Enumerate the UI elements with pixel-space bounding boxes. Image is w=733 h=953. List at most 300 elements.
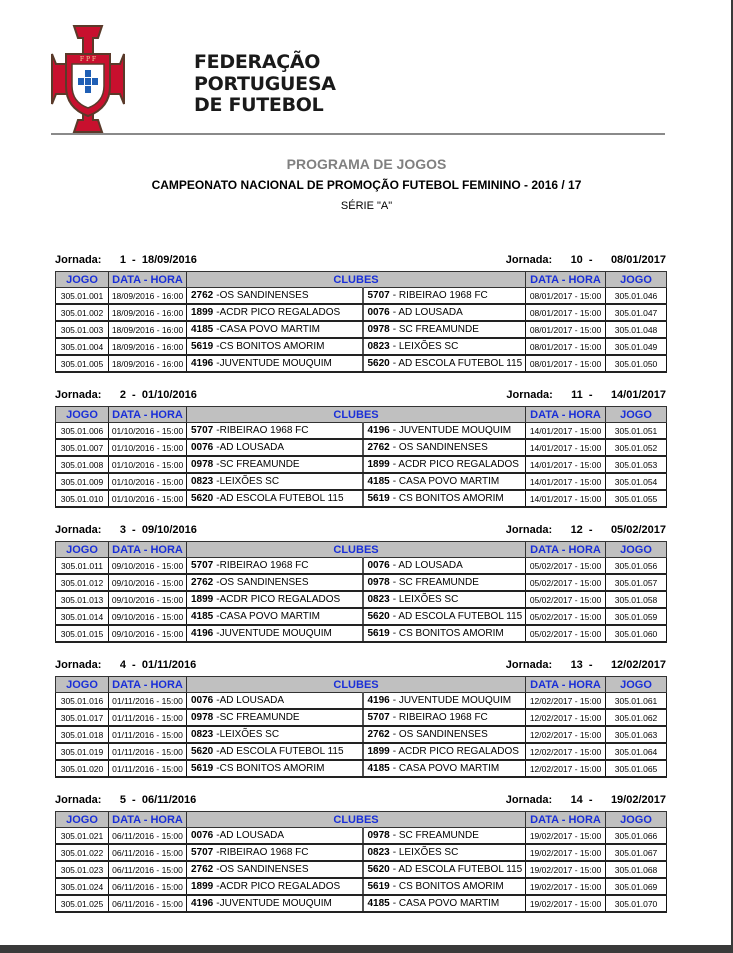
away-team: [363, 304, 526, 321]
game-code-left: 305.01.015: [56, 625, 109, 642]
fpf-logo: [48, 14, 336, 126]
col-jogo-left: JOGO: [56, 407, 109, 423]
dash: -: [392, 746, 399, 757]
datetime-left: 09/10/2016 - 15:00: [109, 608, 187, 625]
table-row: [56, 608, 667, 625]
game-code-left: 305.01.008: [56, 456, 109, 473]
dash: -: [392, 695, 399, 706]
fixtures-table: [55, 541, 667, 643]
datetime-right: 12/02/2017 - 15:00: [526, 760, 606, 777]
dash: -: [392, 577, 399, 588]
dash: -: [216, 830, 220, 841]
home-team-code: 0076: [191, 442, 214, 453]
game-code-right: 305.01.069: [606, 878, 667, 895]
game-code-right: 305.01.068: [606, 861, 667, 878]
table-row: [56, 473, 667, 490]
dash: -: [392, 881, 399, 892]
home-team-code: 5707: [191, 847, 214, 858]
dash: -: [216, 712, 220, 723]
datetime-left: 01/10/2016 - 15:00: [109, 473, 187, 490]
table-row: [56, 895, 667, 912]
game-code-right: 305.01.054: [606, 473, 667, 490]
col-jogo-right: JOGO: [606, 407, 667, 423]
away-team-code: 5707: [367, 712, 390, 723]
away-team-code: 0978: [367, 577, 390, 588]
home-team-name: OS SANDINENSES: [219, 577, 309, 588]
datetime-right: 14/01/2017 - 15:00: [526, 456, 606, 473]
datetime-left: 06/11/2016 - 15:00: [109, 844, 187, 861]
datetime-left: 09/10/2016 - 15:00: [109, 591, 187, 608]
datetime-right: 19/02/2017 - 15:00: [526, 828, 606, 845]
home-team-code: 0978: [191, 459, 214, 470]
home-team-name: JUVENTUDE MOUQUIM: [219, 898, 332, 909]
away-team-name: RIBEIRAO 1968 FC: [398, 290, 488, 301]
round-right-heading: Jornada: 14 - 19/02/2017: [505, 794, 666, 806]
away-team: [363, 473, 526, 490]
home-team-name: SC FREAMUNDE: [219, 459, 300, 470]
away-team: [363, 591, 526, 608]
dash: -: [216, 290, 220, 301]
away-team: [363, 743, 526, 760]
home-team: [187, 355, 363, 372]
table-row: [56, 591, 667, 608]
home-team-code: 5707: [191, 425, 214, 436]
home-team-name: LEIXÕES SC: [219, 729, 280, 740]
fixtures-table: [55, 676, 667, 778]
game-code-left: 305.01.025: [56, 895, 109, 912]
dash: -: [392, 628, 399, 639]
away-team-code: 5620: [367, 611, 390, 622]
home-team-code: 4196: [191, 358, 214, 369]
dash: -: [392, 290, 399, 301]
dash: -: [392, 459, 399, 470]
dash: -: [392, 898, 399, 909]
away-team: [363, 456, 526, 473]
table-row: [56, 574, 667, 591]
col-jogo-left: JOGO: [56, 542, 109, 558]
home-team: [187, 828, 363, 845]
fixtures-table: [55, 271, 667, 373]
table-header-row: [56, 542, 667, 558]
dash: -: [392, 830, 399, 841]
round-left-heading: Jornada: 3 - 09/10/2016: [55, 524, 197, 536]
away-team-code: 5619: [367, 628, 390, 639]
away-team-name: SC FREAMUNDE: [398, 324, 479, 335]
table-row: [56, 760, 667, 777]
home-team: [187, 760, 363, 777]
datetime-left: 01/10/2016 - 15:00: [109, 423, 187, 440]
fpf-crest-icon: [48, 24, 128, 134]
datetime-right: 08/01/2017 - 15:00: [526, 338, 606, 355]
datetime-left: 01/10/2016 - 15:00: [109, 456, 187, 473]
away-team: [363, 439, 526, 456]
home-team-code: 0076: [191, 830, 214, 841]
dash: -: [216, 425, 220, 436]
table-row: [56, 743, 667, 760]
serie-label: SÉRIE "A": [340, 200, 393, 212]
datetime-right: 05/02/2017 - 15:00: [526, 591, 606, 608]
dash: -: [392, 493, 399, 504]
col-jogo-left: JOGO: [56, 272, 109, 288]
datetime-right: 08/01/2017 - 15:00: [526, 304, 606, 321]
datetime-left: 01/11/2016 - 15:00: [109, 743, 187, 760]
home-team-name: AD ESCOLA FUTEBOL 115: [219, 493, 344, 504]
dash: -: [216, 358, 220, 369]
col-clubes: CLUBES: [187, 407, 526, 423]
datetime-left: 01/11/2016 - 15:00: [109, 709, 187, 726]
home-team-code: 0978: [191, 712, 214, 723]
datetime-right: 14/01/2017 - 15:00: [526, 490, 606, 507]
game-code-left: 305.01.005: [56, 355, 109, 372]
away-team-code: 4185: [367, 763, 390, 774]
table-row: [56, 558, 667, 575]
game-code-left: 305.01.001: [56, 288, 109, 305]
home-team: [187, 304, 363, 321]
dash: -: [216, 459, 220, 470]
datetime-right: 12/02/2017 - 15:00: [526, 743, 606, 760]
away-team-name: AD LOUSADA: [398, 560, 463, 571]
dash: -: [392, 324, 399, 335]
round-left-heading: Jornada: 4 - 01/11/2016: [55, 659, 197, 671]
round-right-heading: Jornada: 11 - 14/01/2017: [506, 389, 666, 401]
datetime-right: 19/02/2017 - 15:00: [526, 861, 606, 878]
col-jogo-left: JOGO: [56, 677, 109, 693]
home-team: [187, 726, 363, 743]
dash: -: [392, 729, 399, 740]
table-row: [56, 338, 667, 355]
home-team-code: 1899: [191, 881, 214, 892]
game-code-left: 305.01.006: [56, 423, 109, 440]
home-team-code: 2762: [191, 577, 214, 588]
col-datahora-left: DATA - HORA: [109, 677, 187, 693]
dash: -: [216, 763, 220, 774]
datetime-left: 06/11/2016 - 15:00: [109, 878, 187, 895]
fixtures-table: [55, 406, 667, 508]
game-code-left: 305.01.022: [56, 844, 109, 861]
away-team-name: SC FREAMUNDE: [398, 577, 479, 588]
datetime-right: 19/02/2017 - 15:00: [526, 878, 606, 895]
col-jogo-right: JOGO: [606, 272, 667, 288]
home-team-name: CS BONITOS AMORIM: [219, 763, 325, 774]
game-code-left: 305.01.018: [56, 726, 109, 743]
dash: -: [216, 577, 220, 588]
table-row: [56, 288, 667, 305]
game-code-right: 305.01.065: [606, 760, 667, 777]
away-team-name: SC FREAMUNDE: [398, 830, 479, 841]
game-code-right: 305.01.055: [606, 490, 667, 507]
home-team: [187, 709, 363, 726]
competition-title: CAMPEONATO NACIONAL DE PROMOÇÃO FUTEBOL FEMININO - 2016 / 17: [151, 178, 582, 192]
game-code-left: 305.01.021: [56, 828, 109, 845]
col-clubes: CLUBES: [187, 677, 526, 693]
home-team: [187, 439, 363, 456]
home-team-name: ACDR PICO REGALADOS: [219, 881, 341, 892]
col-jogo-right: JOGO: [606, 542, 667, 558]
datetime-left: 06/11/2016 - 15:00: [109, 828, 187, 845]
home-team-name: AD LOUSADA: [219, 830, 285, 841]
game-code-right: 305.01.067: [606, 844, 667, 861]
away-team-code: 4196: [367, 425, 390, 436]
away-team: [363, 338, 526, 355]
home-team-code: 4196: [191, 628, 214, 639]
home-team-code: 2762: [191, 290, 214, 301]
table-row: [56, 828, 667, 845]
document-title: PROGRAMA DE JOGOS: [286, 156, 447, 172]
round-right-heading: Jornada: 13 - 12/02/2017: [505, 659, 666, 671]
away-team-name: CS BONITOS AMORIM: [398, 881, 504, 892]
away-team-code: 0076: [367, 560, 390, 571]
away-team-code: 0823: [367, 847, 390, 858]
datetime-right: 14/01/2017 - 15:00: [526, 439, 606, 456]
datetime-left: 09/10/2016 - 15:00: [109, 574, 187, 591]
datetime-right: 08/01/2017 - 15:00: [526, 355, 606, 372]
table-header-row: [56, 812, 667, 828]
table-row: [56, 355, 667, 372]
dash: -: [392, 763, 399, 774]
home-team-name: AD LOUSADA: [219, 442, 285, 453]
datetime-left: 01/10/2016 - 15:00: [109, 439, 187, 456]
svg-text:F P F: F P F: [79, 56, 97, 63]
dash: -: [216, 594, 220, 605]
datetime-left: 18/09/2016 - 16:00: [109, 321, 187, 338]
dash: -: [216, 898, 220, 909]
table-row: [56, 625, 667, 642]
table-row: [56, 321, 667, 338]
game-code-left: 305.01.011: [56, 558, 109, 575]
home-team-name: ACDR PICO REGALADOS: [219, 594, 341, 605]
home-team: [187, 878, 363, 895]
home-team-code: 0076: [191, 695, 214, 706]
game-code-right: 305.01.061: [606, 693, 667, 710]
table-row: [56, 709, 667, 726]
dash: -: [392, 864, 399, 875]
home-team: [187, 895, 363, 912]
away-team-name: JUVENTUDE MOUQUIM: [398, 695, 512, 706]
away-team-name: LEIXÕES SC: [398, 847, 459, 858]
datetime-right: 12/02/2017 - 15:00: [526, 693, 606, 710]
dash: -: [392, 442, 399, 453]
table-header-row: [56, 677, 667, 693]
dash: -: [392, 358, 399, 369]
col-clubes: CLUBES: [187, 542, 526, 558]
home-team-name: ACDR PICO REGALADOS: [219, 307, 341, 318]
home-team-name: CASA POVO MARTIM: [219, 611, 320, 622]
away-team-name: RIBEIRAO 1968 FC: [398, 712, 488, 723]
game-code-right: 305.01.057: [606, 574, 667, 591]
dash: -: [216, 476, 220, 487]
datetime-right: 05/02/2017 - 15:00: [526, 558, 606, 575]
away-team: [363, 878, 526, 895]
datetime-left: 01/11/2016 - 15:00: [109, 760, 187, 777]
away-team: [363, 693, 526, 710]
game-code-right: 305.01.070: [606, 895, 667, 912]
game-code-left: 305.01.002: [56, 304, 109, 321]
datetime-left: 06/11/2016 - 15:00: [109, 895, 187, 912]
table-row: [56, 439, 667, 456]
away-team-name: ACDR PICO REGALADOS: [398, 746, 519, 757]
home-team-name: RIBEIRAO 1968 FC: [219, 847, 309, 858]
round-left-heading: Jornada: 1 - 18/09/2016: [55, 254, 197, 266]
away-team-code: 0978: [367, 324, 390, 335]
game-code-left: 305.01.024: [56, 878, 109, 895]
home-team-name: JUVENTUDE MOUQUIM: [219, 358, 332, 369]
home-team: [187, 861, 363, 878]
away-team-code: 1899: [367, 459, 390, 470]
home-team-name: OS SANDINENSES: [219, 864, 309, 875]
dash: -: [216, 560, 220, 571]
home-team-name: CS BONITOS AMORIM: [219, 341, 325, 352]
home-team-name: CASA POVO MARTIM: [219, 324, 320, 335]
home-team: [187, 591, 363, 608]
header-divider: [51, 133, 665, 135]
game-code-right: 305.01.051: [606, 423, 667, 440]
dash: -: [216, 324, 220, 335]
round-left-heading: Jornada: 2 - 01/10/2016: [55, 389, 197, 401]
away-team-code: 0823: [367, 341, 390, 352]
datetime-left: 09/10/2016 - 15:00: [109, 558, 187, 575]
dash: -: [216, 864, 220, 875]
home-team-code: 5619: [191, 341, 214, 352]
federation-name: FEDERAÇÃO PORTUGUESA DE FUTEBOL: [194, 51, 336, 116]
away-team-code: 2762: [367, 729, 390, 740]
home-team-code: 4196: [191, 898, 214, 909]
home-team: [187, 608, 363, 625]
datetime-right: 14/01/2017 - 15:00: [526, 423, 606, 440]
home-team-name: OS SANDINENSES: [219, 290, 309, 301]
table-row: [56, 304, 667, 321]
datetime-right: 19/02/2017 - 15:00: [526, 844, 606, 861]
away-team-name: OS SANDINENSES: [398, 442, 488, 453]
col-clubes: CLUBES: [187, 812, 526, 828]
game-code-right: 305.01.062: [606, 709, 667, 726]
home-team-code: 5620: [191, 746, 214, 757]
home-team-code: 5619: [191, 763, 214, 774]
away-team-name: CASA POVO MARTIM: [398, 763, 500, 774]
game-code-left: 305.01.014: [56, 608, 109, 625]
home-team-name: LEIXÕES SC: [219, 476, 280, 487]
away-team-code: 5620: [367, 864, 390, 875]
away-team-name: JUVENTUDE MOUQUIM: [398, 425, 512, 436]
home-team: [187, 473, 363, 490]
away-team: [363, 558, 526, 575]
col-clubes: CLUBES: [187, 272, 526, 288]
home-team: [187, 743, 363, 760]
dash: -: [392, 847, 399, 858]
datetime-right: 08/01/2017 - 15:00: [526, 288, 606, 305]
away-team-name: CASA POVO MARTIM: [398, 476, 500, 487]
col-jogo-left: JOGO: [56, 812, 109, 828]
away-team-code: 1899: [367, 746, 390, 757]
away-team: [363, 726, 526, 743]
away-team: [363, 844, 526, 861]
col-datahora-left: DATA - HORA: [109, 272, 187, 288]
dash: -: [216, 611, 220, 622]
dash: -: [216, 341, 220, 352]
datetime-right: 05/02/2017 - 15:00: [526, 574, 606, 591]
away-team-name: ACDR PICO REGALADOS: [398, 459, 519, 470]
datetime-right: 05/02/2017 - 15:00: [526, 608, 606, 625]
datetime-left: 18/09/2016 - 16:00: [109, 355, 187, 372]
away-team-name: AD ESCOLA FUTEBOL 115: [398, 864, 523, 875]
away-team-code: 0823: [367, 594, 390, 605]
away-team: [363, 574, 526, 591]
home-team: [187, 321, 363, 338]
game-code-left: 305.01.020: [56, 760, 109, 777]
home-team-code: 0823: [191, 729, 214, 740]
game-code-right: 305.01.056: [606, 558, 667, 575]
home-team: [187, 625, 363, 642]
away-team: [363, 321, 526, 338]
game-code-right: 305.01.066: [606, 828, 667, 845]
away-team-name: CASA POVO MARTIM: [398, 898, 500, 909]
away-team: [363, 861, 526, 878]
col-datahora-right: DATA - HORA: [526, 272, 606, 288]
away-team-code: 0978: [367, 830, 390, 841]
table-row: [56, 726, 667, 743]
home-team-name: RIBEIRAO 1968 FC: [219, 560, 309, 571]
home-team-code: 2762: [191, 864, 214, 875]
game-code-right: 305.01.050: [606, 355, 667, 372]
table-row: [56, 844, 667, 861]
game-code-right: 305.01.046: [606, 288, 667, 305]
away-team-code: 5707: [367, 290, 390, 301]
home-team-code: 5707: [191, 560, 214, 571]
col-jogo-right: JOGO: [606, 677, 667, 693]
col-datahora-left: DATA - HORA: [109, 407, 187, 423]
dash: -: [392, 712, 399, 723]
game-code-left: 305.01.017: [56, 709, 109, 726]
datetime-right: 19/02/2017 - 15:00: [526, 895, 606, 912]
game-code-right: 305.01.058: [606, 591, 667, 608]
away-team-code: 5620: [367, 358, 390, 369]
round-right-heading: Jornada: 10 - 08/01/2017: [505, 254, 666, 266]
home-team: [187, 490, 363, 507]
dash: -: [216, 881, 220, 892]
away-team: [363, 760, 526, 777]
table-row: [56, 490, 667, 507]
home-team: [187, 693, 363, 710]
away-team-name: LEIXÕES SC: [398, 341, 459, 352]
game-code-right: 305.01.064: [606, 743, 667, 760]
datetime-right: 12/02/2017 - 15:00: [526, 709, 606, 726]
dash: -: [216, 628, 220, 639]
col-datahora-left: DATA - HORA: [109, 812, 187, 828]
away-team-code: 5619: [367, 881, 390, 892]
home-team-code: 5620: [191, 493, 214, 504]
home-team-code: 1899: [191, 307, 214, 318]
away-team-name: AD LOUSADA: [398, 307, 463, 318]
game-code-right: 305.01.059: [606, 608, 667, 625]
game-code-left: 305.01.016: [56, 693, 109, 710]
away-team-name: CS BONITOS AMORIM: [398, 493, 504, 504]
col-datahora-right: DATA - HORA: [526, 812, 606, 828]
home-team-name: SC FREAMUNDE: [219, 712, 300, 723]
dash: -: [216, 307, 220, 318]
round-right-heading: Jornada: 12 - 05/02/2017: [505, 524, 666, 536]
game-code-right: 305.01.047: [606, 304, 667, 321]
away-team: [363, 709, 526, 726]
dash: -: [216, 847, 220, 858]
home-team: [187, 844, 363, 861]
home-team-name: RIBEIRAO 1968 FC: [219, 425, 309, 436]
dash: -: [392, 307, 399, 318]
table-row: [56, 456, 667, 473]
home-team-code: 1899: [191, 594, 214, 605]
away-team: [363, 608, 526, 625]
game-code-right: 305.01.048: [606, 321, 667, 338]
home-team: [187, 423, 363, 440]
away-team: [363, 895, 526, 912]
